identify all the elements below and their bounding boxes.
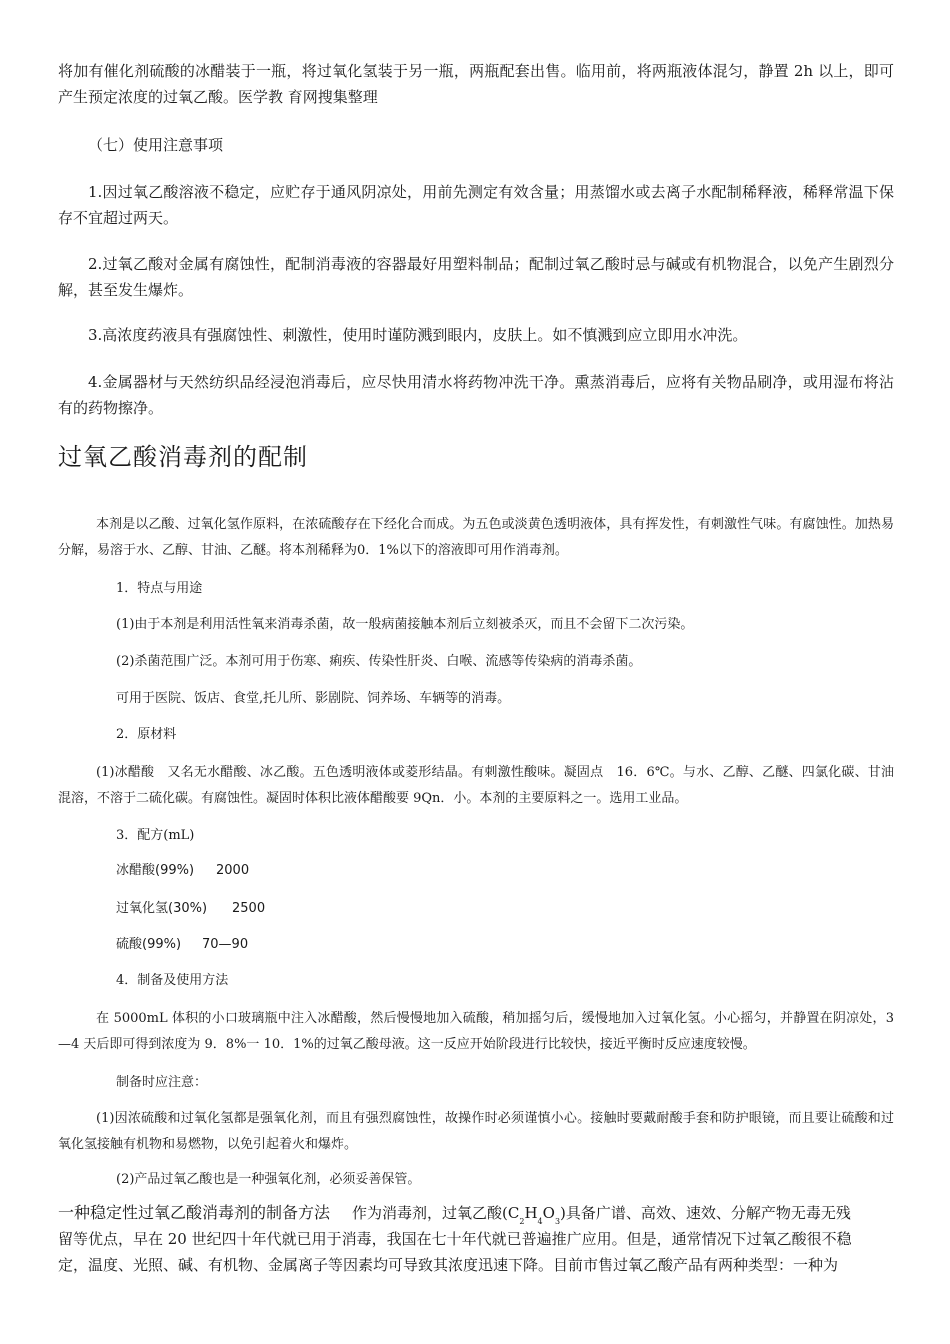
bottom-after: )具备广谱、高效、速效、分解产物无毒无残	[560, 1204, 851, 1222]
note-4: 4.金属器材与天然纺织品经浸泡消毒后，应尽快用清水将药物冲洗干净。熏蒸消毒后，应将有关物品刷净，或用湿布将沾有的药物擦净。	[58, 373, 894, 417]
section-4-heading: 4．制备及使用方法	[116, 973, 229, 988]
section-heading-7: （七）使用注意事项	[88, 136, 224, 154]
section-3-heading: 3．配方(mL)	[116, 828, 195, 843]
note-1: 1.因过氧乙酸溶液不稳定，应贮存于通风阴凉处，用前先测定有效含量；用蒸馏水或去离子水配制稀释液，稀释常温下保存不宜超过两天。	[58, 183, 894, 227]
recipe-row	[116, 896, 894, 922]
section-1-item-2: (2)杀菌范围广泛。本剂可用于伤寒、痢疾、传染性肝炎、白喉、流感等传染病的消毒杀菌。	[116, 654, 642, 669]
section-1-item-1: (1)由于本剂是利用活性氧来消毒杀菌，故一般病菌接触本剂后立刻被杀灭，而且不会留下二次污染。	[116, 617, 694, 632]
formula-sub: 3	[554, 1217, 561, 1226]
formula-o: O	[542, 1204, 555, 1222]
recipe-amount: 2500	[232, 901, 266, 916]
recipe-amount: 70—90	[202, 937, 249, 952]
formula-c: C	[507, 1204, 520, 1222]
formula-sub: 2	[519, 1217, 525, 1226]
section-4-method: 在 5000mL 体积的小口玻璃瓶中注入冰醋酸，然后慢慢地加入硫酸，稍加摇匀后，缓慢地加入过氧化氢。小心摇匀，并静置在阴凉处，3—4 天后即可得到浓度为 9．8%一 10．1%的过氧乙酸母液。这一反应开始阶段进行比较快，接近平衡时反应速度较慢。	[58, 1011, 894, 1052]
bottom-lead: 作为消毒剂，过氧乙酸(	[352, 1204, 508, 1222]
formula-sub: 4	[537, 1217, 543, 1226]
section-1-heading: 1．特点与用途	[116, 581, 203, 596]
intro-paragraph: 将加有催化剂硫酸的冰醋装于一瓶，将过氧化氢装于另一瓶，两瓶配套出售。临用前，将两瓶液体混匀，静置 2h 以上，即可产生预定浓度的过氧乙酸。医学教 育网搜集整理	[58, 62, 894, 106]
section-1-item-3: 可用于医院、饭店、食堂,托儿所、影剧院、饲养场、车辆等的消毒。	[116, 691, 511, 706]
section-2-heading: 2．原材料	[116, 727, 177, 742]
section-4-caution-2: (2)产品过氧乙酸也是一种强氧化剂，必须妥善保管。	[116, 1172, 421, 1187]
section-2-item-1: (1)冰醋酸 又名无水醋酸、冰乙酸。五色透明液体或菱形结晶。有刺激性酸味。凝固点 16．6℃。与水、乙醇、乙醚、四氯化碳、甘油混溶，不溶于二硫化碳。有腐蚀性。凝固时体积比液体醋酸要 9Qn．小。本剂的主要原料之一。选用工业品。	[58, 765, 894, 806]
recipe-row	[116, 932, 894, 958]
bottom-paragraph-line-2: 留等优点，早在 20 世纪四十年代就已用于消毒，我国在七十年代就已普遍推广应用。但是，通常情况下过氧乙酸很不稳	[58, 1230, 852, 1248]
note-2: 2.过氧乙酸对金属有腐蚀性，配制消毒液的容器最好用塑料制品；配制过氧乙酸时忌与碱或有机物混合，以免产生剧烈分解，甚至发生爆炸。	[58, 255, 894, 299]
section-4-caution-heading: 制备时应注意：	[116, 1075, 208, 1090]
recipe-ingredient: 冰醋酸(99%)	[116, 863, 195, 878]
note-3: 3.高浓度药液具有强腐蚀性、刺激性，使用时谨防溅到眼内，皮肤上。如不慎溅到应立即用水冲洗。	[88, 326, 748, 344]
recipe-row	[116, 858, 894, 884]
bottom-title: 一种稳定性过氧乙酸消毒剂的制备方法	[58, 1203, 331, 1222]
description-paragraph: 本剂是以乙酸、过氧化氢作原料，在浓硫酸存在下经化合而成。为五色或淡黄色透明液体，具有挥发性，有刺激性气味。有腐蚀性。加热易分解，易溶于水、乙醇、甘油、乙醚。将本剂稀释为0．1%以下的溶液即可用作消毒剂。	[58, 517, 894, 558]
page-title: 过氧乙酸消毒剂的配制	[58, 443, 308, 471]
section-4-caution-1: (1)因浓硫酸和过氧化氢都是强氧化剂，而且有强烈腐蚀性，故操作时必须谨慎小心。接触时要戴耐酸手套和防护眼镜，而且要让硫酸和过氧化氢接触有机物和易燃物，以免引起着火和爆炸。	[58, 1111, 894, 1152]
formula-h: H	[524, 1204, 538, 1222]
bottom-paragraph-line-3: 定，温度、光照、碱、有机物、金属离子等因素均可导致其浓度迅速下降。目前市售过氧乙酸产品有两种类型：一种为	[58, 1256, 839, 1274]
recipe-ingredient: 硫酸(99%)	[116, 937, 182, 952]
recipe-ingredient: 过氧化氢(30%)	[116, 901, 208, 916]
recipe-amount: 2000	[216, 863, 250, 878]
